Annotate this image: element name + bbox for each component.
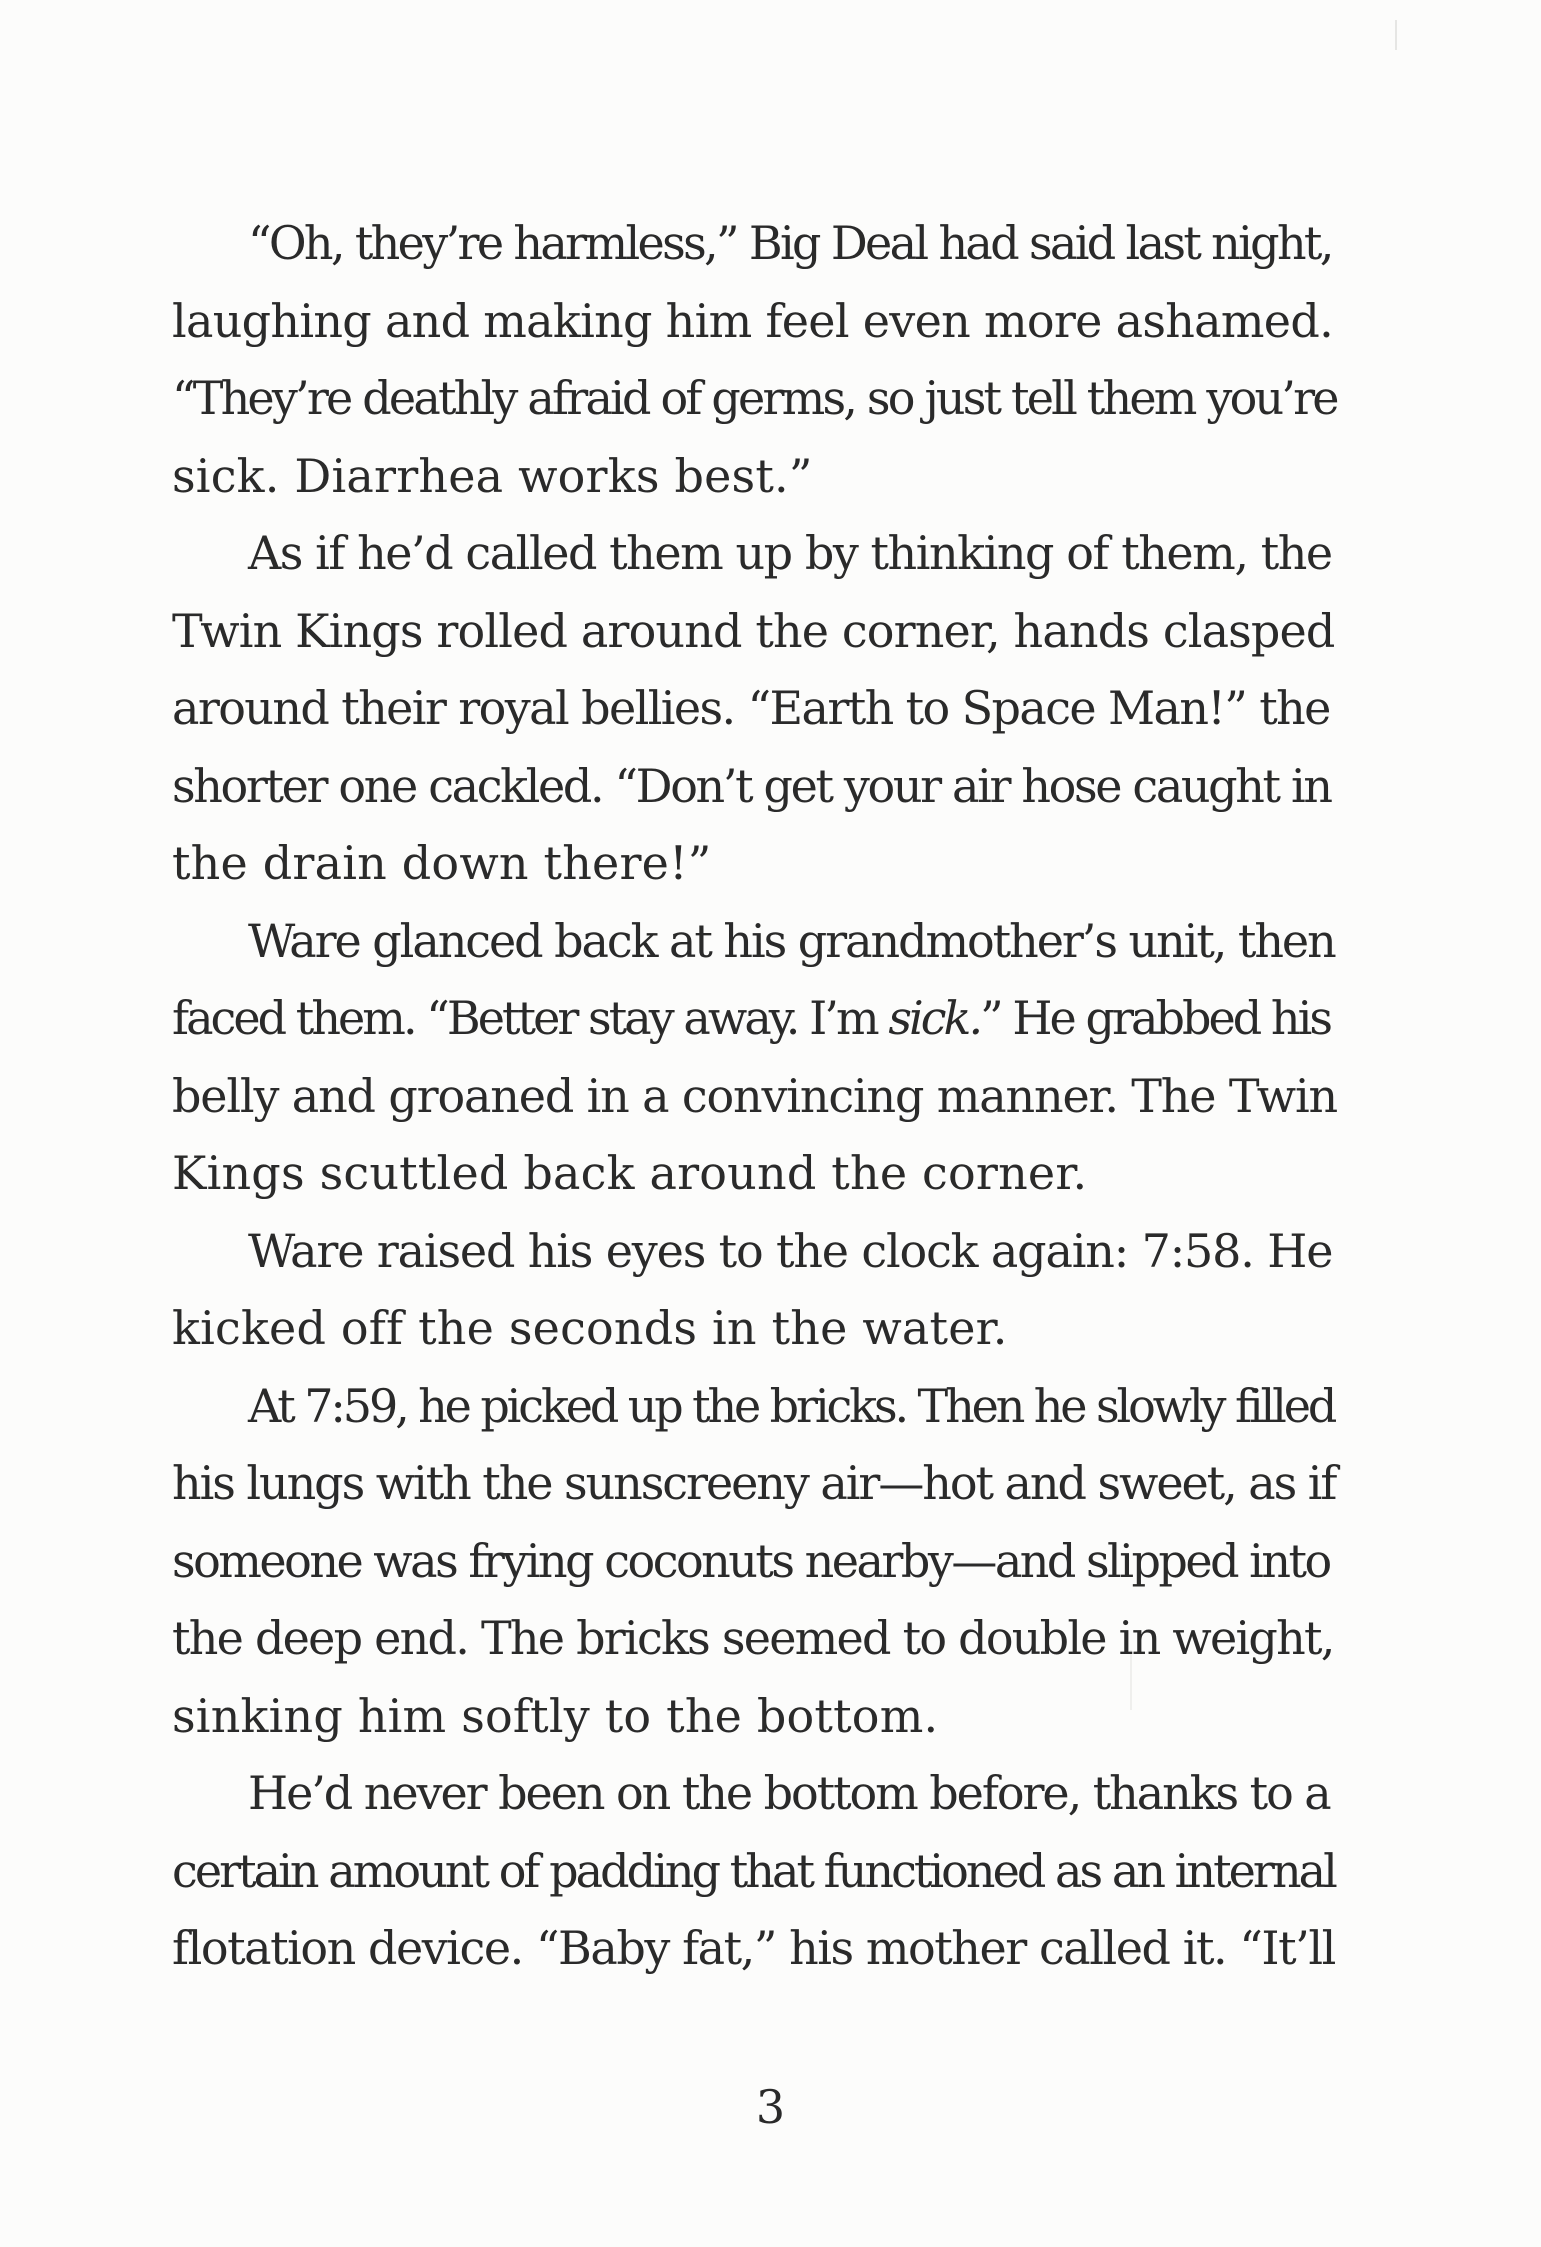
text-line: As if he’d called them up by thinking of them, the — [248, 526, 1332, 580]
body-text — [172, 205, 1337, 1988]
paragraph — [172, 1755, 1337, 1988]
text-line: flotation device. “Baby fat,” his mother called it. “It’ll — [172, 1921, 1335, 1975]
paragraph — [172, 903, 1337, 1213]
text-line: Ware raised his eyes to the clock again: 7:58. He — [248, 1223, 1333, 1278]
text-line: his lungs with the sunscreeny air—hot and sweet, as if — [172, 1456, 1336, 1510]
text-line: around their royal bellies. “Earth to Space Man!” the — [172, 681, 1330, 735]
scan-artifact — [1395, 20, 1397, 50]
text-line: sick. Diarrhea works best.” — [172, 448, 813, 503]
text-line: At 7:59, he picked up the bricks. Then he slowly filled — [248, 1378, 1335, 1433]
text-line: Ware glanced back at his grandmother’s unit, then — [248, 913, 1335, 968]
text-line: shorter one cackled. “Don’t get your air hose caught in — [172, 758, 1331, 813]
paragraph — [172, 1368, 1337, 1756]
text-line: Kings scuttled back around the corner. — [172, 1146, 1088, 1200]
paragraph — [172, 1213, 1337, 1368]
text-line: kicked off the seconds in the water. — [172, 1301, 1008, 1355]
page-number: 3 — [755, 2080, 786, 2134]
paragraph — [172, 515, 1337, 903]
text-line: “They’re deathly afraid of germs, so just tell them you’re — [172, 371, 1337, 425]
text-line: belly and groaned in a convincing manner. The Twin — [172, 1068, 1337, 1123]
text-line: He’d never been on the bottom before, thanks to a — [248, 1766, 1330, 1820]
text-line: someone was frying coconuts nearby—and slipped into — [172, 1533, 1330, 1588]
paragraph — [172, 205, 1337, 515]
text-line: “Oh, they’re harmless,” Big Deal had said last night, — [248, 216, 1332, 270]
text-line: faced them. “Better stay away. I’m sick.” He grabbed his — [172, 991, 1331, 1045]
text-line: the deep end. The bricks seemed to double in weight, — [172, 1611, 1334, 1665]
text-line: laughing and making him feel even more ashamed. — [172, 293, 1333, 348]
text-line: Twin Kings rolled around the corner, hands clasped — [172, 603, 1335, 658]
text-line: sinking him softly to the bottom. — [172, 1688, 939, 1743]
text-line: the drain down there!” — [172, 836, 712, 890]
text-line: certain amount of padding that functioned as an internal — [172, 1843, 1335, 1898]
